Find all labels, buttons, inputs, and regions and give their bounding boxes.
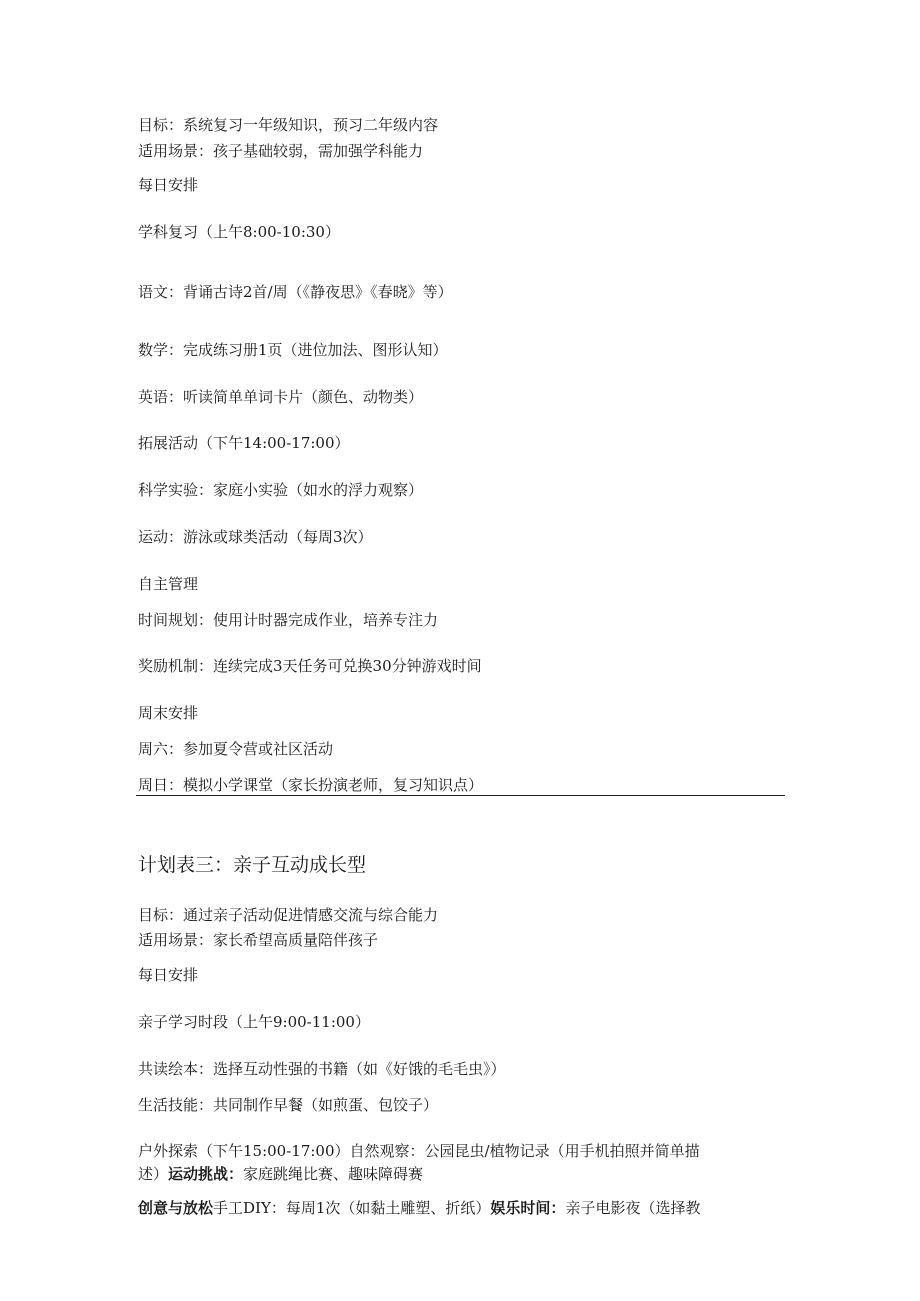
- plan3-creative-line: [138, 1198, 700, 1218]
- plan2-sunday: 周日：模拟小学课堂（家长扮演老师，复习知识点）: [138, 776, 484, 794]
- plan3-outdoor-line1: 户外探索（下午15:00-17:00）自然观察：公园昆虫/植物记录（用手机拍照并简单描: [138, 1142, 700, 1160]
- plan3-sport-label: 运动挑战：: [168, 1165, 244, 1183]
- plan3-creative-label: 创意与放松: [138, 1199, 214, 1217]
- plan3-craft-text: 手工DIY：每周1次（如黏土雕塑、折纸）: [213, 1199, 491, 1217]
- plan2-weekend-title: 周末安排: [138, 704, 199, 722]
- plan3-sport-text: 家庭跳绳比赛、趣味障碍赛: [243, 1165, 424, 1183]
- plan2-math: 数学：完成练习册1页（进位加法、图形认知）: [138, 341, 448, 359]
- plan2-reward: 奖励机制：连续完成3天任务可兑换30分钟游戏时间: [138, 657, 482, 675]
- plan2-english: 英语：听读简单单词卡片（颜色、动物类）: [138, 388, 424, 406]
- plan3-study-title: 亲子学习时段（上午9:00-11:00）: [138, 1013, 370, 1031]
- plan3-life-skill: 生活技能：共同制作早餐（如煎蛋、包饺子）: [138, 1096, 439, 1114]
- plan3-fun-label: 娱乐时间：: [490, 1199, 566, 1217]
- plan2-chinese: 语文：背诵古诗2首/周（《静夜思》《春晓》等）: [138, 283, 453, 301]
- plan2-science: 科学实验：家庭小实验（如水的浮力观察）: [138, 481, 424, 499]
- plan3-fun-text: 亲子电影夜（选择教: [565, 1199, 701, 1217]
- plan3-daily-title: 每日安排: [138, 966, 199, 984]
- plan2-self-title: 自主管理: [138, 575, 199, 593]
- plan3-scenario: 适用场景：家长希望高质量陪伴孩子: [138, 931, 379, 949]
- section-divider: [136, 795, 785, 796]
- plan2-time-plan: 时间规划：使用计时器完成作业，培养专注力: [138, 611, 439, 629]
- plan3-reading: 共读绘本：选择互动性强的书籍（如《好饿的毛毛虫》）: [138, 1060, 506, 1078]
- plan3-goal: 目标：通过亲子活动促进情感交流与综合能力: [138, 906, 439, 924]
- plan2-daily-title: 每日安排: [138, 176, 199, 194]
- plan2-expand-title: 拓展活动（下午14:00-17:00）: [138, 434, 350, 452]
- plan2-review-title: 学科复习（上午8:00-10:30）: [138, 223, 340, 241]
- plan3-outdoor-end: 述）: [138, 1165, 169, 1183]
- plan3-title: 计划表三：亲子互动成长型: [138, 854, 367, 876]
- plan2-scenario: 适用场景：孩子基础较弱，需加强学科能力: [138, 142, 424, 160]
- plan3-outdoor-line2: [138, 1164, 423, 1184]
- plan2-goal: 目标：系统复习一年级知识，预习二年级内容: [138, 116, 439, 134]
- plan2-saturday: 周六：参加夏令营或社区活动: [138, 740, 334, 758]
- plan2-sport: 运动：游泳或球类活动（每周3次）: [138, 528, 373, 546]
